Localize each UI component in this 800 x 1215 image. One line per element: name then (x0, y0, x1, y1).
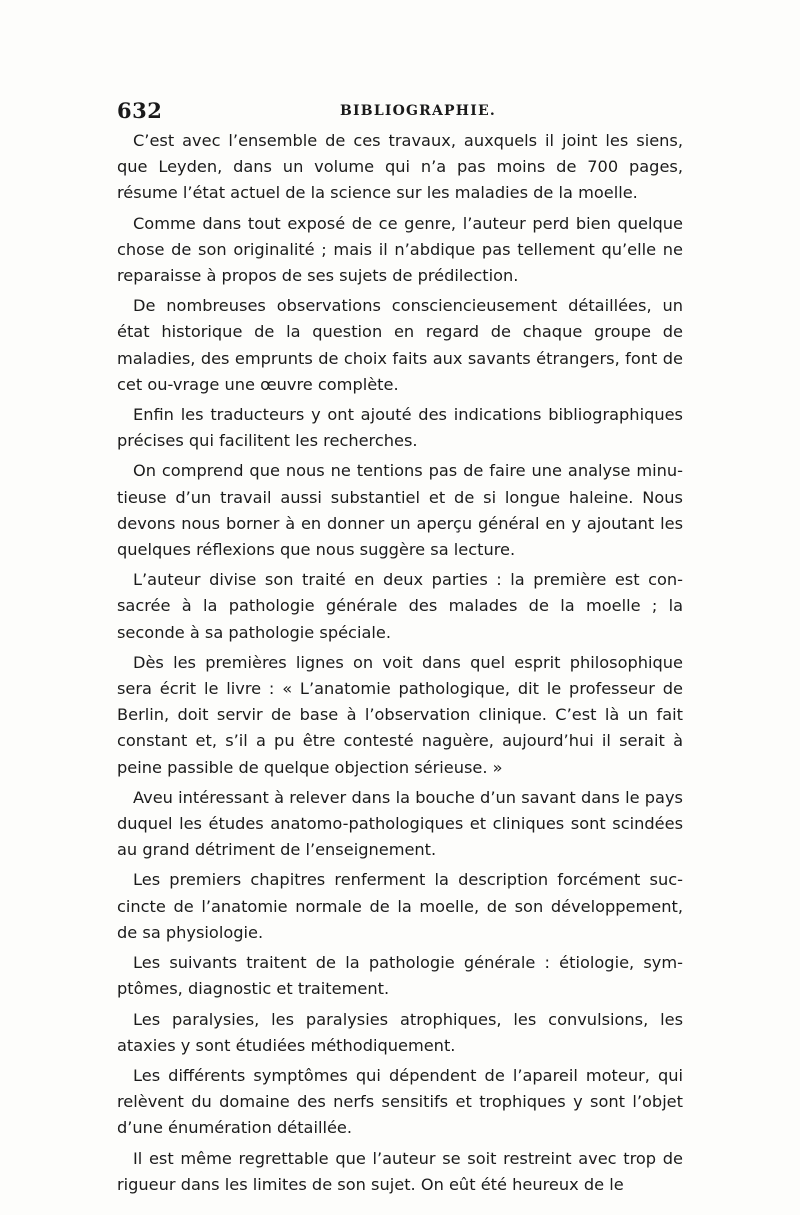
paragraph: Comme dans tout exposé de ce genre, l’auteur perd bien quelque chose de son originalité ; mais il n’abdique pas tellement qu’elle ne reparaisse à propos de ses sujets de prédilection. (117, 213, 683, 286)
running-title: BIBLIOGRAPHIE. (340, 103, 496, 119)
paragraph: De nombreuses observations consciencieusement détaillées, un état historique de la question en regard de chaque groupe de maladies, des emprunts de choix faits aux savants étrangers, font de cet ou-vrage une œuvre complète. (117, 296, 683, 394)
paragraph: C’est avec l’ensemble de ces travaux, auxquels il joint les siens, que Leyden, dans un volume qui n’a pas moins de 700 pages, résume l’état actuel de la science sur les maladies de la moelle. (117, 131, 683, 203)
paragraph: L’auteur divise son traité en deux parties : la première est con-sacrée à la pathologie générale des malades de la moelle ; la seconde à sa pathologie spéciale. (117, 570, 683, 642)
paragraph: Les suivants traitent de la pathologie générale : étiologie, sym-ptômes, diagnostic et traitement. (117, 953, 683, 999)
body-text (117, 128, 683, 1202)
paragraph: Les premiers chapitres renferment la description forcément suc-cincte de l’anatomie normale de la moelle, de son développement, de sa physiologie. (117, 870, 683, 942)
paragraph: Il est même regrettable que l’auteur se soit restreint avec trop de rigueur dans les limites de son sujet. On eût été heureux de le (117, 1148, 683, 1194)
paragraph: On comprend que nous ne tentions pas de faire une analyse minu-tieuse d’un travail aussi substantiel et de si longue haleine. Nous devons nous borner à en donner un aperçu général en y ajoutant les quelques réflexions que nous suggère sa lecture. (117, 461, 683, 560)
paragraph: Aveu intéressant à relever dans la bouche d’un savant dans le pays duquel les études anatomo-pathologiques et cliniques sont scindées au grand détriment de l’enseignement. (117, 787, 683, 860)
page-number: 632 (117, 98, 163, 123)
page-header (117, 98, 687, 126)
paragraph: Enfin les traducteurs y ont ajouté des indications bibliographiques précises qui facilitent les recherches. (117, 405, 683, 451)
paragraph: Les paralysies, les paralysies atrophiques, les convulsions, les ataxies y sont étudiées méthodiquement. (117, 1009, 683, 1055)
paragraph: Les différents symptômes qui dépendent de l’apareil moteur, qui relèvent du domaine des nerfs sensitifs et trophiques y sont l’objet d’une énumération détaillée. (117, 1065, 683, 1138)
paragraph: Dès les premières lignes on voit dans quel esprit philosophique sera écrit le livre : « L’anatomie pathologique, dit le professeur de Berlin, doit servir de base à l’observation clinique. C’est là un fait constant et, s’il a pu être contesté naguère, aujourd’hui il serait à peine passible de quelque objection sérieuse. » (117, 652, 683, 777)
